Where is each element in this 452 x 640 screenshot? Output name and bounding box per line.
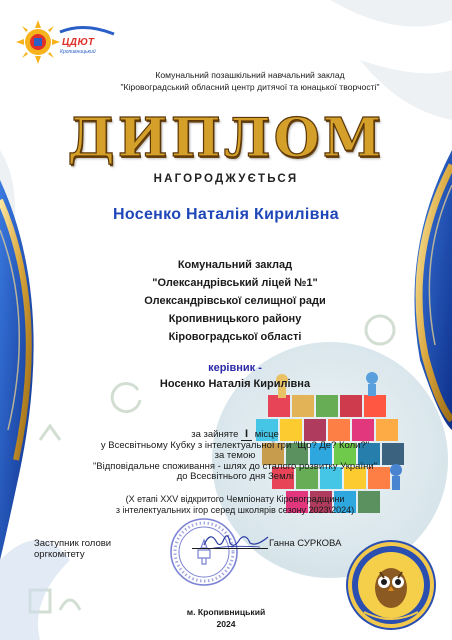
owl-emblem-icon (344, 538, 438, 632)
footer-year: 2024 (216, 619, 236, 629)
award-line-2: у Всесвітньому Кубку з інтелектуальної гри "Що? Де? Коли?" (100, 439, 370, 451)
diploma-subtitle: НАГОРОДЖУЄТЬСЯ (153, 173, 299, 185)
logo-name: ЦДЮТ (62, 37, 95, 48)
signature-line (192, 548, 268, 549)
award-place-line (60, 429, 410, 441)
school-line-2: "Олександрівський ліцей №1" (152, 277, 318, 289)
signatory-role (34, 538, 111, 560)
footer-city: м. Кропивницький (186, 607, 266, 617)
school-line-5: Кіровоградської області (168, 331, 302, 343)
award-block (60, 429, 410, 483)
school-block (90, 256, 380, 346)
award-line-5: до Всесвітнього дня Землі (176, 471, 294, 482)
place-suffix: місце (254, 429, 279, 440)
award-line-3: за темою (214, 450, 256, 461)
stage-line-1: (Х етапі ХХV відкритого Чемпіонату Кіровоградщини (125, 494, 345, 504)
school-line-3: Олександрівської селищної ради (144, 295, 326, 307)
leader-role: керівник - (208, 362, 262, 374)
handwritten-signature-icon (200, 527, 272, 555)
award-line-4: "Відповідальне споживання - шлях до сталого розвитку України" (92, 460, 378, 472)
org-line-2: "Кіровоградський обласний центр дитячої та юнацької творчості" (120, 82, 380, 92)
diploma-title: ДИПЛОМ (67, 107, 385, 169)
school-line-4: Кропивницького району (168, 313, 302, 325)
stage-line-2: з інтелектуальних ігор серед школярів сезону 2023\2024) (115, 505, 355, 515)
org-line-1: Комунальний позашкільний навчальний заклад (155, 70, 345, 80)
leader-name: Носенко Наталія Кирилівна (159, 378, 311, 390)
signatory-role-line-2: оргкомітету (34, 549, 85, 560)
signatory-role-line-1: Заступник голови (34, 538, 112, 549)
organization-header (70, 69, 430, 93)
place-number: I (241, 429, 252, 441)
leader-block (90, 360, 380, 392)
recipient-name: Носенко Наталія Кирилівна (113, 206, 339, 223)
place-prefix: за зайняте (191, 429, 239, 440)
school-line-1: Комунальний заклад (177, 259, 293, 271)
logo-subtitle: Кропивницький (60, 49, 96, 55)
signatory-name: Ганна СУРКОВА (269, 538, 342, 549)
stage-block (70, 494, 400, 516)
